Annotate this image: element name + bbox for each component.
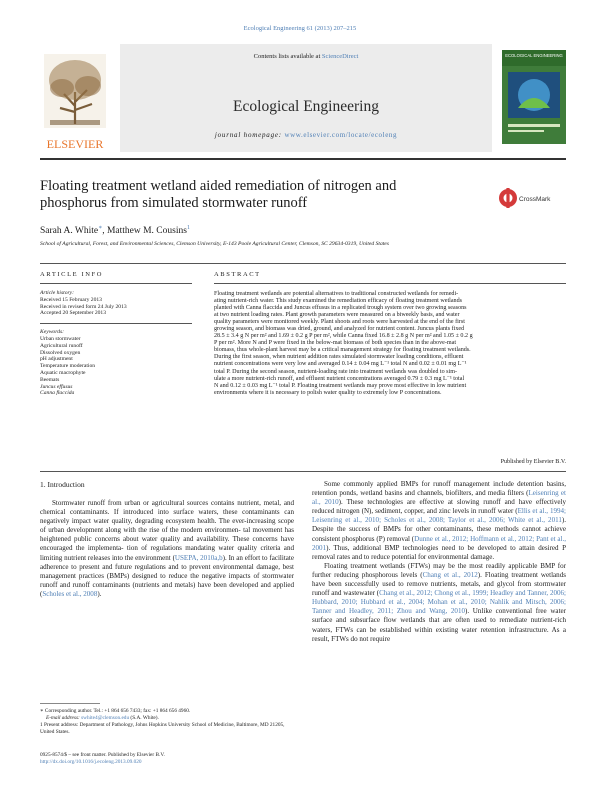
- footnote-rule: [40, 703, 100, 704]
- accepted-date: Accepted 20 September 2013: [40, 310, 107, 317]
- right-column: [312, 480, 566, 644]
- body-paragraph: Some commonly applied BMPs for runoff management include detention basins, retention ponds, wetland basins and channels, biofilters, and media filters (Leisenring et al., 2010). These technologies are effective at slowing runoff and have effectively reduced nitrogen (N), sediment, copper, and zinc levels in runoff water (Ellis et al., 1994; Leisenring et al., 2010; Scholes et al., 2008; Taylor et al., 2006; White et al., 2011). Despite the success of BMPs for other contaminants, these methods cannot achieve consistent phosphorus (P) removal (Dunne et al., 2012; Hoffmann et al., 2012; Pant et al., 2001). Thus, additional BMP technologies need to be developed to attain desired P removal rates and to reduce potential for environmental damage.: [312, 480, 566, 561]
- keyword: pH adjustment: [40, 356, 73, 363]
- keyword: Dissolved oxygen: [40, 349, 81, 356]
- introduction-heading: 1. Introduction: [40, 480, 85, 489]
- citation-link[interactable]: Chang et al., 2012; Chong et al., 1999; Headley and Tanner, 2006; Hubbard, 2010; Hubbard et al., 2004; Mohan et al., 2010; Nahlik and Mitsch, 2006; Tanner and Headley, 2011; Zhou and Wang, 2010: [312, 589, 566, 616]
- author-white[interactable]: Sarah A. White: [40, 226, 99, 237]
- citation-link[interactable]: Chang et al., 2012: [422, 570, 478, 579]
- contents-prefix: Contents lists available at: [253, 53, 322, 60]
- revised-date: Received in revised form 24 July 2013: [40, 303, 127, 310]
- crossmark-label: CrossMark: [519, 196, 551, 203]
- abstract-line: planted with Canna flaccida and Juncus effusus in a replicated trough system over two growing seasons: [214, 305, 467, 312]
- crossmark-icon[interactable]: [498, 186, 558, 210]
- journal-homepage: [120, 131, 492, 139]
- journal-cover-icon: [502, 50, 566, 144]
- contents-line: [120, 53, 492, 60]
- abstract-line: N and 0.12 ± 0.03 mg L⁻¹ total P. Floating treatment wetlands may prove most effective in low nutrient: [214, 382, 467, 389]
- abstract-line: Floating treatment wetlands are potential alternatives to traditional constructed wetlands for remedi-: [214, 291, 459, 297]
- keyword: Agricultural runoff: [40, 342, 83, 349]
- abstract-line: ulate a more nutrient-rich runoff, and effluent nutrient concentrations averaged 0.79 ± 0.3 mg L⁻¹ total: [214, 375, 465, 382]
- abstract-line: environments where it is necessary to polish water quality to extremely low P concentrations.: [214, 389, 442, 396]
- authors: Sarah A. White∗, Matthew M. Cousins$^1$: [40, 225, 190, 237]
- abstract-line: growing season, and biomass was dried, ground, and analyzed for nutrient content. Juncus plants fixed: [214, 326, 465, 333]
- affiliation-rule: [40, 263, 566, 264]
- abstract-line: 28.5 ± 3.4 g N per m² and 1.69 ± 0.2 g P per m², while Canna fixed 16.8 ± 2.8 g N per m² and 1.05 ± 0.2 g: [214, 333, 473, 340]
- doi-block: [40, 752, 294, 766]
- footnotes: [40, 708, 294, 736]
- keyword: Temperature moderation: [40, 363, 96, 370]
- masthead: [40, 44, 566, 156]
- history-label: Article history:: [40, 290, 75, 296]
- journal-header-band: [120, 44, 492, 152]
- cover-title: ECOLOGICAL ENGINEERING: [505, 53, 563, 58]
- abstract-line: During the first season, when nutrient addition rates simulated stormwater loading conditions, effluent: [214, 354, 464, 361]
- abstract-rule: [214, 283, 566, 284]
- abstract-line: total P. During the second season, nutrient-loading rate into treatment wetlands was doubled to sim-: [214, 368, 458, 375]
- elsevier-tree-logo-icon: [40, 50, 110, 154]
- homepage-label: journal homepage:: [214, 131, 285, 139]
- citation-link[interactable]: Leisenring et al., 2010: [312, 489, 566, 507]
- abstract-body: [214, 291, 566, 397]
- publisher-name: ELSEVIER: [46, 137, 104, 151]
- abstract-heading: ABSTRACT: [214, 271, 261, 278]
- citation-link[interactable]: Ellis et al., 1994; Leisenring et al., 2010; Scholes et al., 2008; Taylor et al., 2006; White et al., 2011: [312, 507, 566, 525]
- article-info: [40, 290, 192, 397]
- issn-line: 0925-8574/$ – see front matter. Published by Elsevier B.V.: [40, 752, 165, 758]
- abstract-line: quality parameters were monitored weekly. Plant shoots and roots were harvested at the end of the first: [214, 319, 465, 326]
- title-line-1: Floating treatment wetland aided remediation of nitrogen and: [40, 178, 397, 194]
- body-paragraph: Floating treatment wetlands (FTWs) may be the most readily applicable BMP for further reducing phosphorous levels (Chang et al., 2012). Floating treatment wetlands have been successfully used to remove nutrients, metals, and glycol from stormwater runoff and wastewater (Chang et al., 2012; Chong et al., 1999; Headley and Tanner, 2006; Hubbard, 2010; Hubbard et al., 2004; Mohan et al., 2010; Nahlik and Mitsch, 2006; Tanner and Headley, 2011; Zhou and Wang, 2010). Unlike conventional free water surface and subsurface flow wetlands that are often used to remediate nutrient-rich waters, FTWs can be established within existing water retention infrastructure. As a result, FTWs do not require: [312, 561, 566, 643]
- publisher-note: Published by Elsevier B.V.: [500, 459, 566, 465]
- masthead-rule: [40, 158, 566, 160]
- title-line-2: phosphorus from simulated stormwater runoff: [40, 195, 308, 211]
- keyword: Beemats: [40, 376, 60, 383]
- email-link[interactable]: swhite4@clemson.edu: [81, 714, 130, 721]
- affiliation: School of Agricultural, Forest, and Environmental Sciences, Clemson University, E-143 Poole Agricultural Center, Clemson, SC 29634-0319, United States: [40, 241, 389, 247]
- keyword: Canna flaccida: [40, 390, 75, 397]
- keywords-rule: [40, 323, 192, 324]
- keyword: Urban stormwater: [40, 335, 81, 342]
- abstract-line: P per m². More N and P were fixed in the below-mat biomass of both species than in the above-mat: [214, 340, 457, 347]
- keyword: Aquatic macrophyte: [40, 369, 86, 376]
- present-address-mark[interactable]: 1: [186, 225, 190, 231]
- abstract-line: nutrient concentrations were very low and averaged 0.14 ± 0.04 mg L⁻¹ total N and 0.02 ± 0.01 mg L⁻¹: [214, 361, 467, 368]
- keywords-label: Keywords:: [40, 329, 65, 336]
- corresponding-footnote: ∗ Corresponding author. Tel.: +1 864 656 7433; fax: +1 864 656 4960.: [40, 708, 191, 714]
- abstract-line: ating nutrient-rich water. This study examined the remediation efficacy of floating treatment wetlands: [214, 298, 463, 305]
- abstract-line: biomass, thus whole-plant harvest may be a critical management strategy for floating treatment wetlands.: [214, 347, 471, 354]
- article-info-heading: ARTICLE INFO: [40, 271, 104, 278]
- keyword: Juncus effusus: [40, 383, 73, 390]
- email-footnote: E-mail address: swhite4@clemson.edu (S.A. White).: [46, 714, 159, 721]
- abstract-line: at two nutrient loading rates. Plant growth parameters were measured on a biweekly basis, and water: [214, 312, 460, 319]
- homepage-link[interactable]: www.elsevier.com/locate/ecoleng: [284, 131, 398, 139]
- author-cousins[interactable]: Matthew M. Cousins: [106, 226, 187, 237]
- journal-title: Ecological Engineering: [233, 98, 379, 115]
- intro-paragraph: Stormwater runoff from urban or agricultural sources contains nutrient, metal, and chemical contaminants. If introduced into surface waters, these contaminants can negatively impact water quality, degrading ecosystem health. The ever-increasing scope of urban development along with the rise of the modern environmen- tal movement has heightened public concerns about water quality and availability. These concerns have encouraged the implementa- tion of regulations mandating water quality criteria and limiting nutrient releases into the environment (USEPA, 2010a,b). In an effort to facilitate adherence to present and future regulations and to prevent environmental damage, best management practices (BMPs) designed to reduce the negative impacts of stormwater runoff and runoff contaminants (nutrients and metals) have been developed and applied (Scholes et al., 2008).: [40, 499, 295, 598]
- doi-link[interactable]: http://dx.doi.org/10.1016/j.ecoleng.2013.09.020: [40, 758, 142, 765]
- sciencedirect-link[interactable]: ScienceDirect: [321, 53, 359, 60]
- left-column: [40, 480, 294, 599]
- info-rule: [40, 283, 192, 284]
- citation-link[interactable]: Dunne et al., 2012; Hoffmann et al., 2012; Pant et al., 2001: [312, 534, 566, 552]
- article-title: [40, 178, 470, 212]
- received-date: Received 15 February 2013: [40, 296, 102, 303]
- citation-link[interactable]: USEPA, 2010a,b: [174, 553, 223, 562]
- citation-link[interactable]: Scholes et al., 2008: [42, 589, 98, 598]
- present-address-footnote: 1 Present address: Department of Pathology, Johns Hopkins University School of Medicine, Baltimore, MD 21205, United States.: [40, 721, 285, 735]
- abstract-bottom-rule: [40, 471, 566, 472]
- corresponding-mark[interactable]: ∗: [98, 225, 103, 231]
- journal-reference: Ecological Engineering 61 (2013) 207–215: [243, 25, 357, 32]
